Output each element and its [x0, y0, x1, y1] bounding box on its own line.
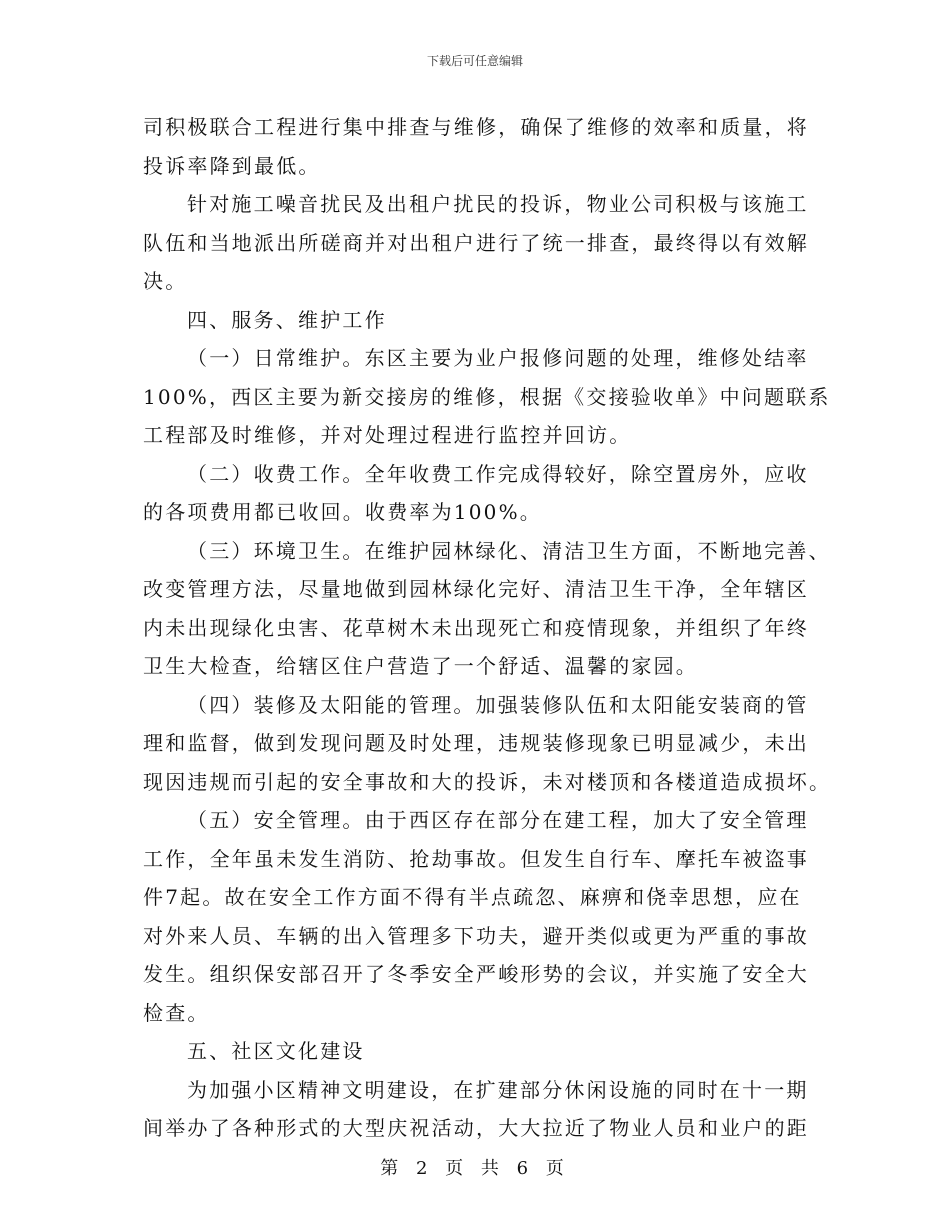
text-line: 检查。 — [143, 1000, 210, 1025]
text-line: （一）日常维护。东区主要为业户报修问题的处理，维修处结率 — [187, 346, 809, 370]
text-line: 司积极联合工程进行集中排查与维修，确保了维修的效率和质量，将 — [143, 115, 809, 139]
text-line: 卫生大检查，给辖区住户营造了一个舒适、温馨的家园。 — [143, 654, 698, 678]
text-line: 件7起。故在安全工作方面不得有半点疏忽、麻痹和侥幸思想，应在 — [143, 885, 802, 909]
text-line: 为加强小区精神文明建设，在扩建部分休闲设施的同时在十一期 — [187, 1077, 809, 1102]
text-line: （三）环境卫生。在维护园林绿化、清洁卫生方面，不断地完善、 — [187, 538, 831, 563]
text-line: 工作，全年虽未发生消防、抢劫事故。但发生自行车、摩托车被盗事 — [143, 846, 809, 871]
text-line: 工程部及时维修，并对处理过程进行监控并回访。 — [143, 423, 632, 447]
text-line: 对外来人员、车辆的出入管理多下功夫，避开类似或更为严重的事故 — [143, 923, 809, 948]
document-body — [143, 108, 832, 1148]
page-footer: 第 2 页 共 6 页 — [380, 1158, 570, 1179]
text-line: 队伍和当地派出所磋商并对出租户进行了统一排查，最终得以有效解 — [143, 230, 809, 255]
text-line: 投诉率降到最低。 — [143, 153, 321, 178]
text-line: 的各项费用都已收回。收费率为100%。 — [143, 500, 542, 524]
text-line: 现因违规而引起的安全事故和大的投诉，未对楼顶和各楼道造成损坏。 — [143, 769, 832, 794]
text-line: 间举办了各种形式的大型庆祝活动，大大拉近了物业人员和业户的距 — [143, 1116, 809, 1140]
text-line: 100%，西区主要为新交接房的维修，根据《交接验收单》中问题联系 — [143, 384, 831, 409]
text-line: （四）装修及太阳能的管理。加强装修队伍和太阳能安装商的管 — [187, 692, 809, 717]
text-line: 四、服务、维护工作 — [187, 307, 387, 332]
text-line: 理和监督，做到发现问题及时处理，违规装修现象已明显减少，未出 — [143, 731, 809, 755]
text-line: 内未出现绿化虫害、花草树木未出现死亡和疫情现象，并组织了年终 — [143, 615, 809, 640]
text-line: 五、社区文化建设 — [187, 1039, 365, 1063]
text-line: 改变管理方法，尽量地做到园林绿化完好、清洁卫生干净，全年辖区 — [143, 577, 809, 601]
text-line: （二）收费工作。全年收费工作完成得较好，除空置房外，应收 — [187, 461, 809, 486]
text-line: 发生。组织保安部召开了冬季安全严峻形势的会议，并实施了安全大 — [143, 962, 809, 986]
text-line: （五）安全管理。由于西区存在部分在建工程，加大了安全管理 — [187, 808, 809, 832]
text-line: 针对施工噪音扰民及出租户扰民的投诉，物业公司积极与该施工 — [187, 192, 809, 216]
text-line: 决。 — [143, 269, 188, 293]
page-header: 下载后可任意编辑 — [426, 54, 523, 68]
